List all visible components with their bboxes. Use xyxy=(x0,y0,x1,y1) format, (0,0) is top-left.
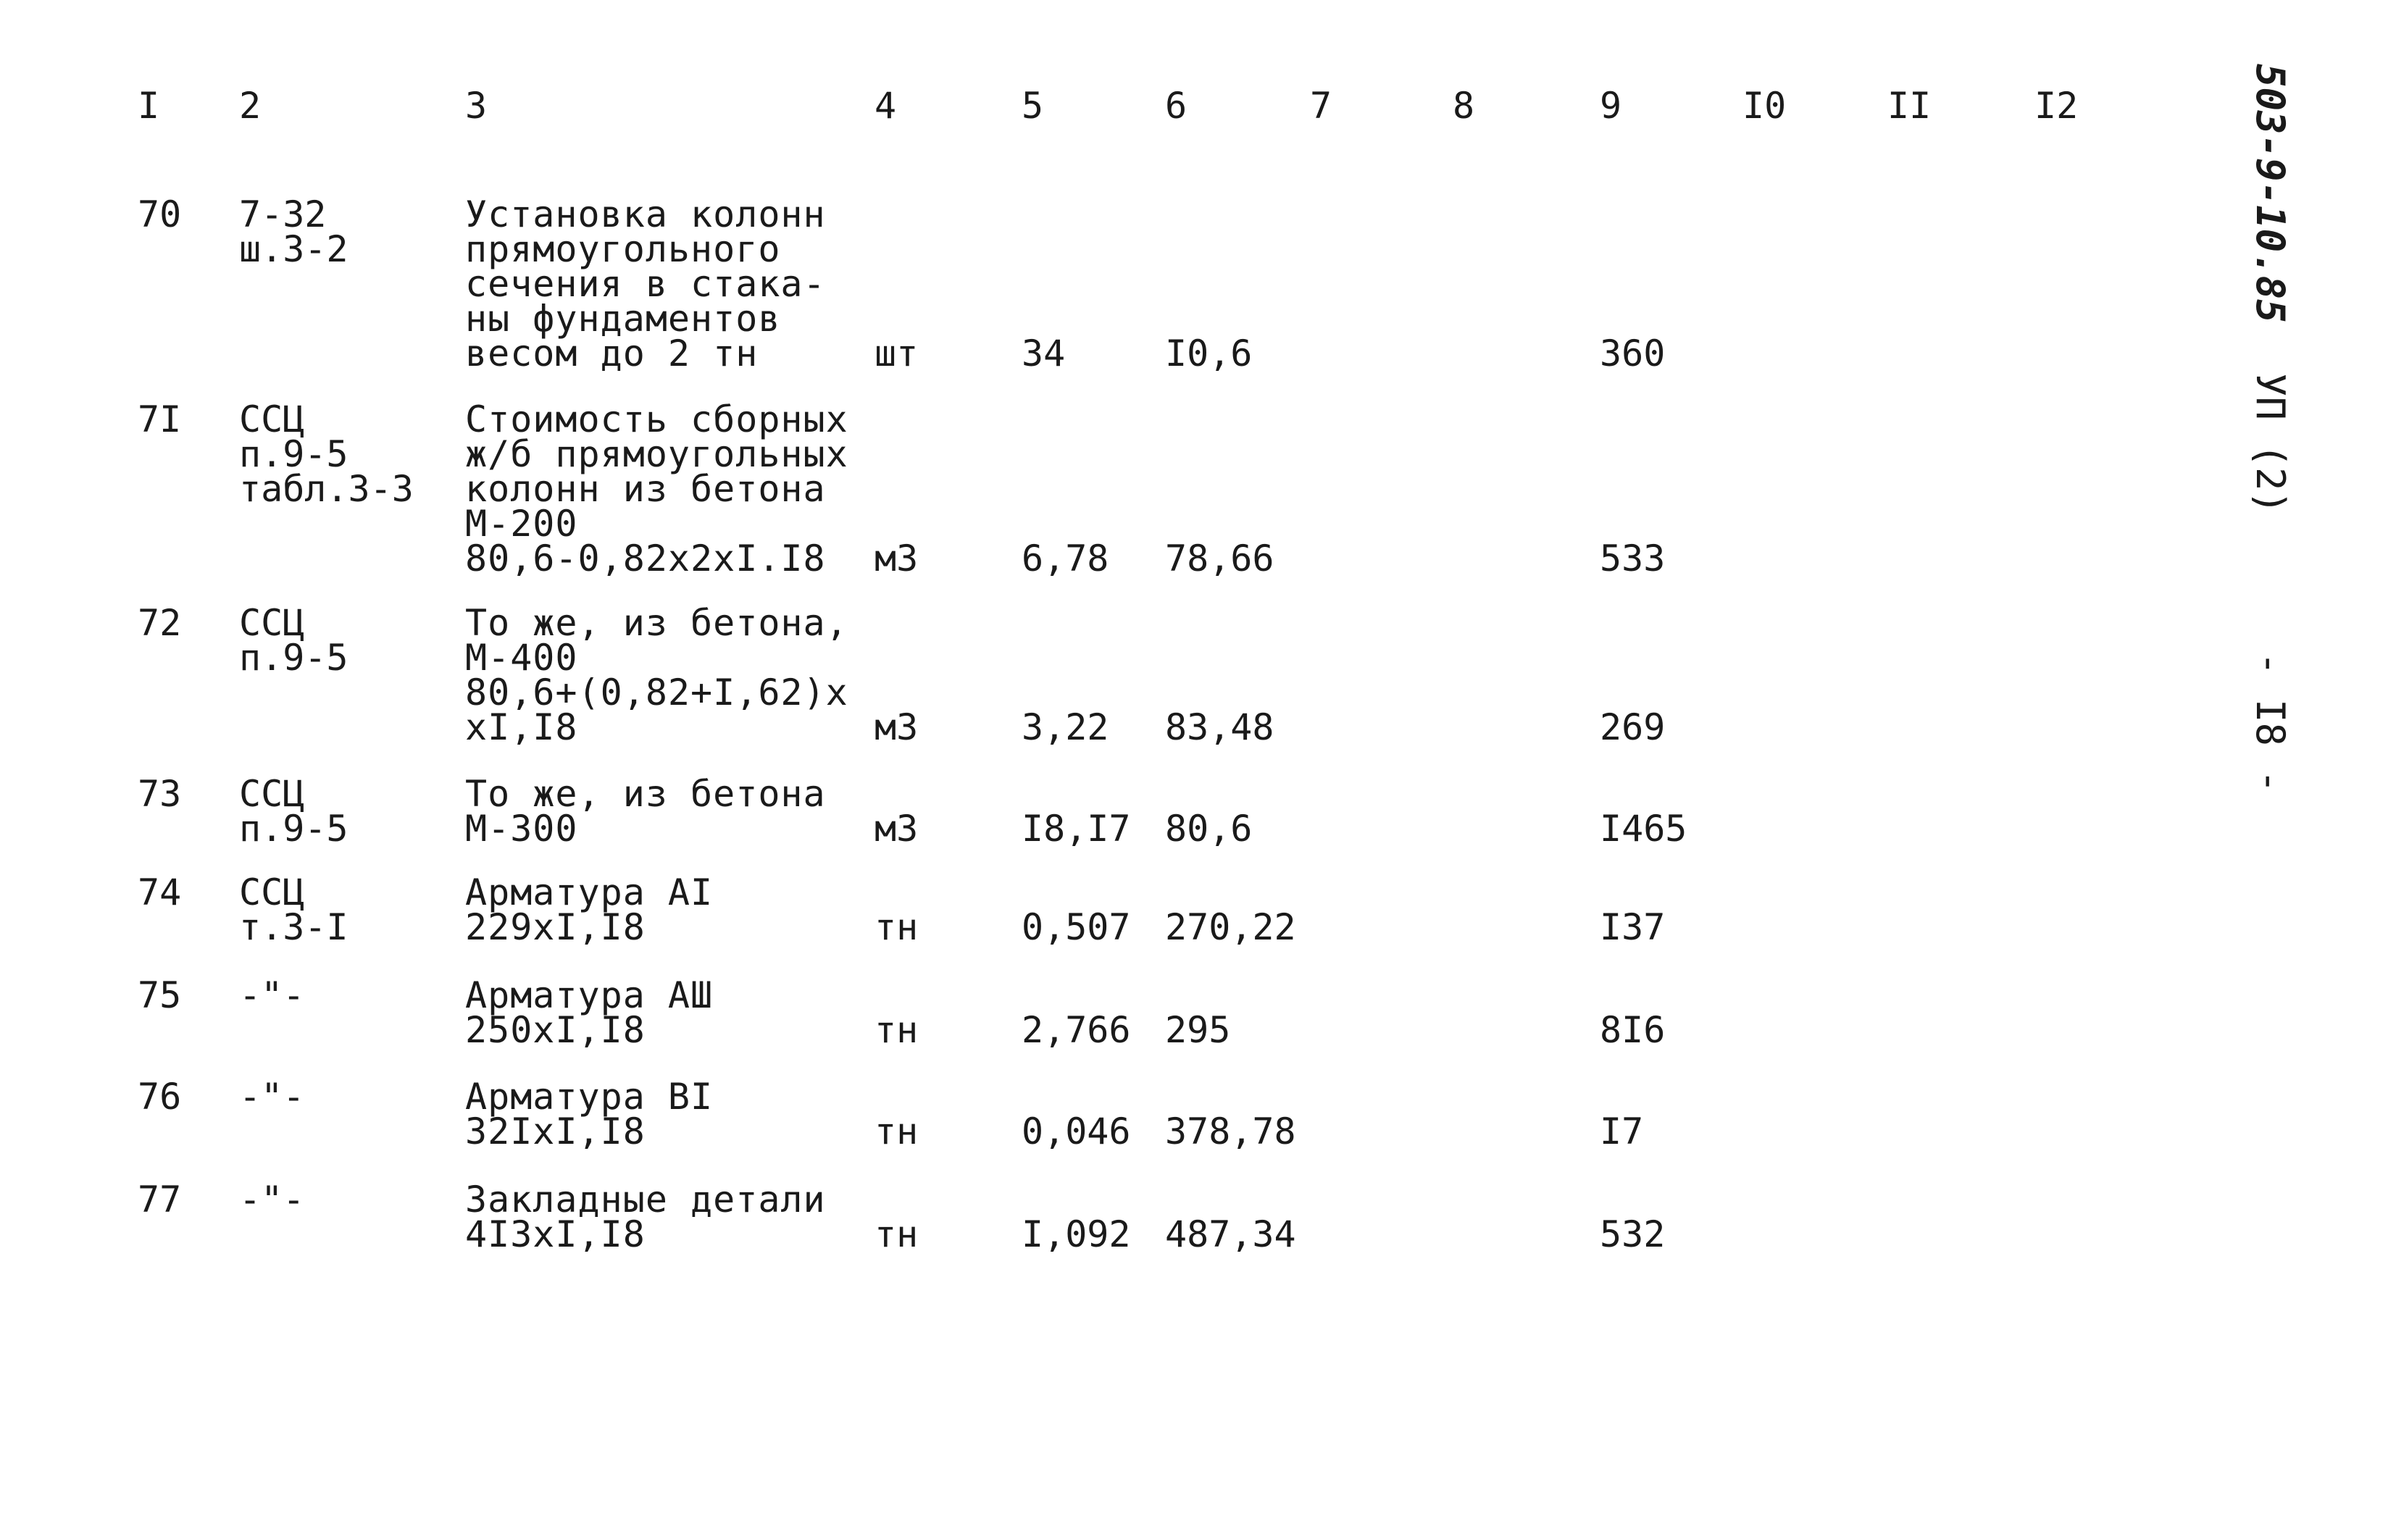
row-number: 77 xyxy=(138,1179,182,1221)
column-header-12: I2 xyxy=(2034,85,2079,127)
column-header-1: I xyxy=(138,85,160,127)
side-album xyxy=(2247,373,2293,514)
row-code-line: ССЦ xyxy=(239,773,305,815)
row-description-line: хI,I8 xyxy=(465,706,578,748)
row-unit: м3 xyxy=(875,808,919,850)
row-total: 532 xyxy=(1600,1213,1666,1255)
row-description xyxy=(465,1076,714,1152)
row-description-line: прямоугольного xyxy=(465,228,781,270)
row-description xyxy=(465,773,826,850)
row-code-line: -"- xyxy=(239,1076,305,1118)
row-description-line: 80,6+(0,82+I,62)х xyxy=(465,671,848,713)
column-header-3: 3 xyxy=(465,85,488,127)
row-description-line: 229хI,I8 xyxy=(465,906,646,948)
row-total: I37 xyxy=(1600,906,1666,948)
row-total: 533 xyxy=(1600,537,1666,579)
doc-number: 503-9-10.85 xyxy=(2247,64,2293,323)
row-description-line: М-300 xyxy=(465,808,578,850)
row-description-line: М-200 xyxy=(465,503,578,545)
column-header-8: 8 xyxy=(1453,85,1475,127)
row-total: I465 xyxy=(1600,808,1687,850)
row-number: 7I xyxy=(138,398,182,440)
row-unit: тн xyxy=(875,1110,919,1152)
row-code xyxy=(239,773,348,850)
row-description-line: М-400 xyxy=(465,637,578,679)
row-code-line: табл.3-3 xyxy=(239,468,414,510)
row-total: 360 xyxy=(1600,332,1666,374)
row-description-line: То же, из бетона, xyxy=(465,602,848,644)
row-code xyxy=(239,602,348,679)
row-description-line: Установка колонн xyxy=(465,193,826,235)
row-number: 76 xyxy=(138,1076,182,1118)
row-quantity: 34 xyxy=(1022,332,1066,374)
row-description-line: ны фундаментов xyxy=(465,298,781,340)
row-code xyxy=(239,974,305,1016)
row-description-line: Арматура ВI xyxy=(465,1076,714,1118)
row-code-line: п.9-5 xyxy=(239,433,348,475)
row-description-line: То же, из бетона xyxy=(465,773,826,815)
row-description xyxy=(465,974,714,1051)
row-description-line: 4I3хI,I8 xyxy=(465,1213,646,1255)
row-unit: тн xyxy=(875,1009,919,1051)
row-code-line: ССЦ xyxy=(239,602,305,644)
column-header-7: 7 xyxy=(1310,85,1332,127)
row-number: 72 xyxy=(138,602,182,644)
row-unit-price: 295 xyxy=(1165,1009,1231,1051)
row-number: 75 xyxy=(138,974,182,1016)
column-header-9: 9 xyxy=(1600,85,1622,127)
column-header-5: 5 xyxy=(1022,85,1044,127)
row-quantity: 2,766 xyxy=(1022,1009,1131,1051)
row-code xyxy=(239,871,348,948)
row-unit-price: I0,6 xyxy=(1165,332,1253,374)
row-quantity: I8,I7 xyxy=(1022,808,1131,850)
row-unit-price: 270,22 xyxy=(1165,906,1296,948)
row-code-line: -"- xyxy=(239,1179,305,1221)
row-quantity: I,092 xyxy=(1022,1213,1131,1255)
row-description-line: Арматура АI xyxy=(465,871,714,913)
row-unit-price: 78,66 xyxy=(1165,537,1274,579)
row-unit: шт xyxy=(875,332,919,374)
row-code-line: 7-32 xyxy=(239,193,327,235)
row-description xyxy=(465,398,848,579)
row-total: 8I6 xyxy=(1600,1009,1666,1051)
row-quantity: 0,507 xyxy=(1022,906,1131,948)
row-unit-price: 378,78 xyxy=(1165,1110,1296,1152)
row-code-line: ССЦ xyxy=(239,871,305,913)
row-description xyxy=(465,1179,826,1255)
row-unit: м3 xyxy=(875,537,919,579)
row-description-line: ж/б прямоугольных xyxy=(465,433,848,475)
row-code-line: п.9-5 xyxy=(239,808,348,850)
row-description-line: весом до 2 тн xyxy=(465,332,759,374)
row-code-line: ССЦ xyxy=(239,398,305,440)
row-description-line: сечения в стака- xyxy=(465,263,826,305)
row-code-line: ш.3-2 xyxy=(239,228,348,270)
row-code xyxy=(239,1179,305,1221)
row-total: I7 xyxy=(1600,1110,1644,1152)
row-description-line: 80,6-0,82х2хI.I8 xyxy=(465,537,826,579)
row-unit-price: 80,6 xyxy=(1165,808,1253,850)
row-description-line: Арматура АШ xyxy=(465,974,714,1016)
column-header-10: I0 xyxy=(1742,85,1787,127)
row-number: 74 xyxy=(138,871,182,913)
row-description-line: 250хI,I8 xyxy=(465,1009,646,1051)
row-total: 269 xyxy=(1600,706,1666,748)
row-code-line: п.9-5 xyxy=(239,637,348,679)
row-unit-price: 83,48 xyxy=(1165,706,1274,748)
row-code-line: т.3-I xyxy=(239,906,348,948)
column-header-2: 2 xyxy=(239,85,262,127)
row-description-line: Закладные детали xyxy=(465,1179,826,1221)
row-unit-price: 487,34 xyxy=(1165,1213,1296,1255)
row-description-line: 32IхI,I8 xyxy=(465,1110,646,1152)
row-description xyxy=(465,602,848,748)
row-description-line: Стоимость сборных xyxy=(465,398,848,440)
row-code xyxy=(239,1076,305,1118)
column-header-6: 6 xyxy=(1165,85,1187,127)
row-description xyxy=(465,193,826,374)
row-number: 73 xyxy=(138,773,182,815)
column-header-4: 4 xyxy=(875,85,897,127)
row-unit: тн xyxy=(875,906,919,948)
row-quantity: 3,22 xyxy=(1022,706,1109,748)
row-code-line: -"- xyxy=(239,974,305,1016)
album-label: УП (2) xyxy=(2247,373,2293,515)
row-unit: м3 xyxy=(875,706,919,748)
row-code xyxy=(239,193,348,270)
side-doc-number xyxy=(2247,64,2293,323)
row-code xyxy=(239,398,414,510)
row-quantity: 6,78 xyxy=(1022,537,1109,579)
side-page-number xyxy=(2247,652,2293,793)
row-number: 70 xyxy=(138,193,182,235)
row-description-line: колонн из бетона xyxy=(465,468,826,510)
column-header-11: II xyxy=(1887,85,1932,127)
row-quantity: 0,046 xyxy=(1022,1110,1131,1152)
page-number: - I8 - xyxy=(2247,652,2293,794)
row-unit: тн xyxy=(875,1213,919,1255)
row-description xyxy=(465,871,714,948)
